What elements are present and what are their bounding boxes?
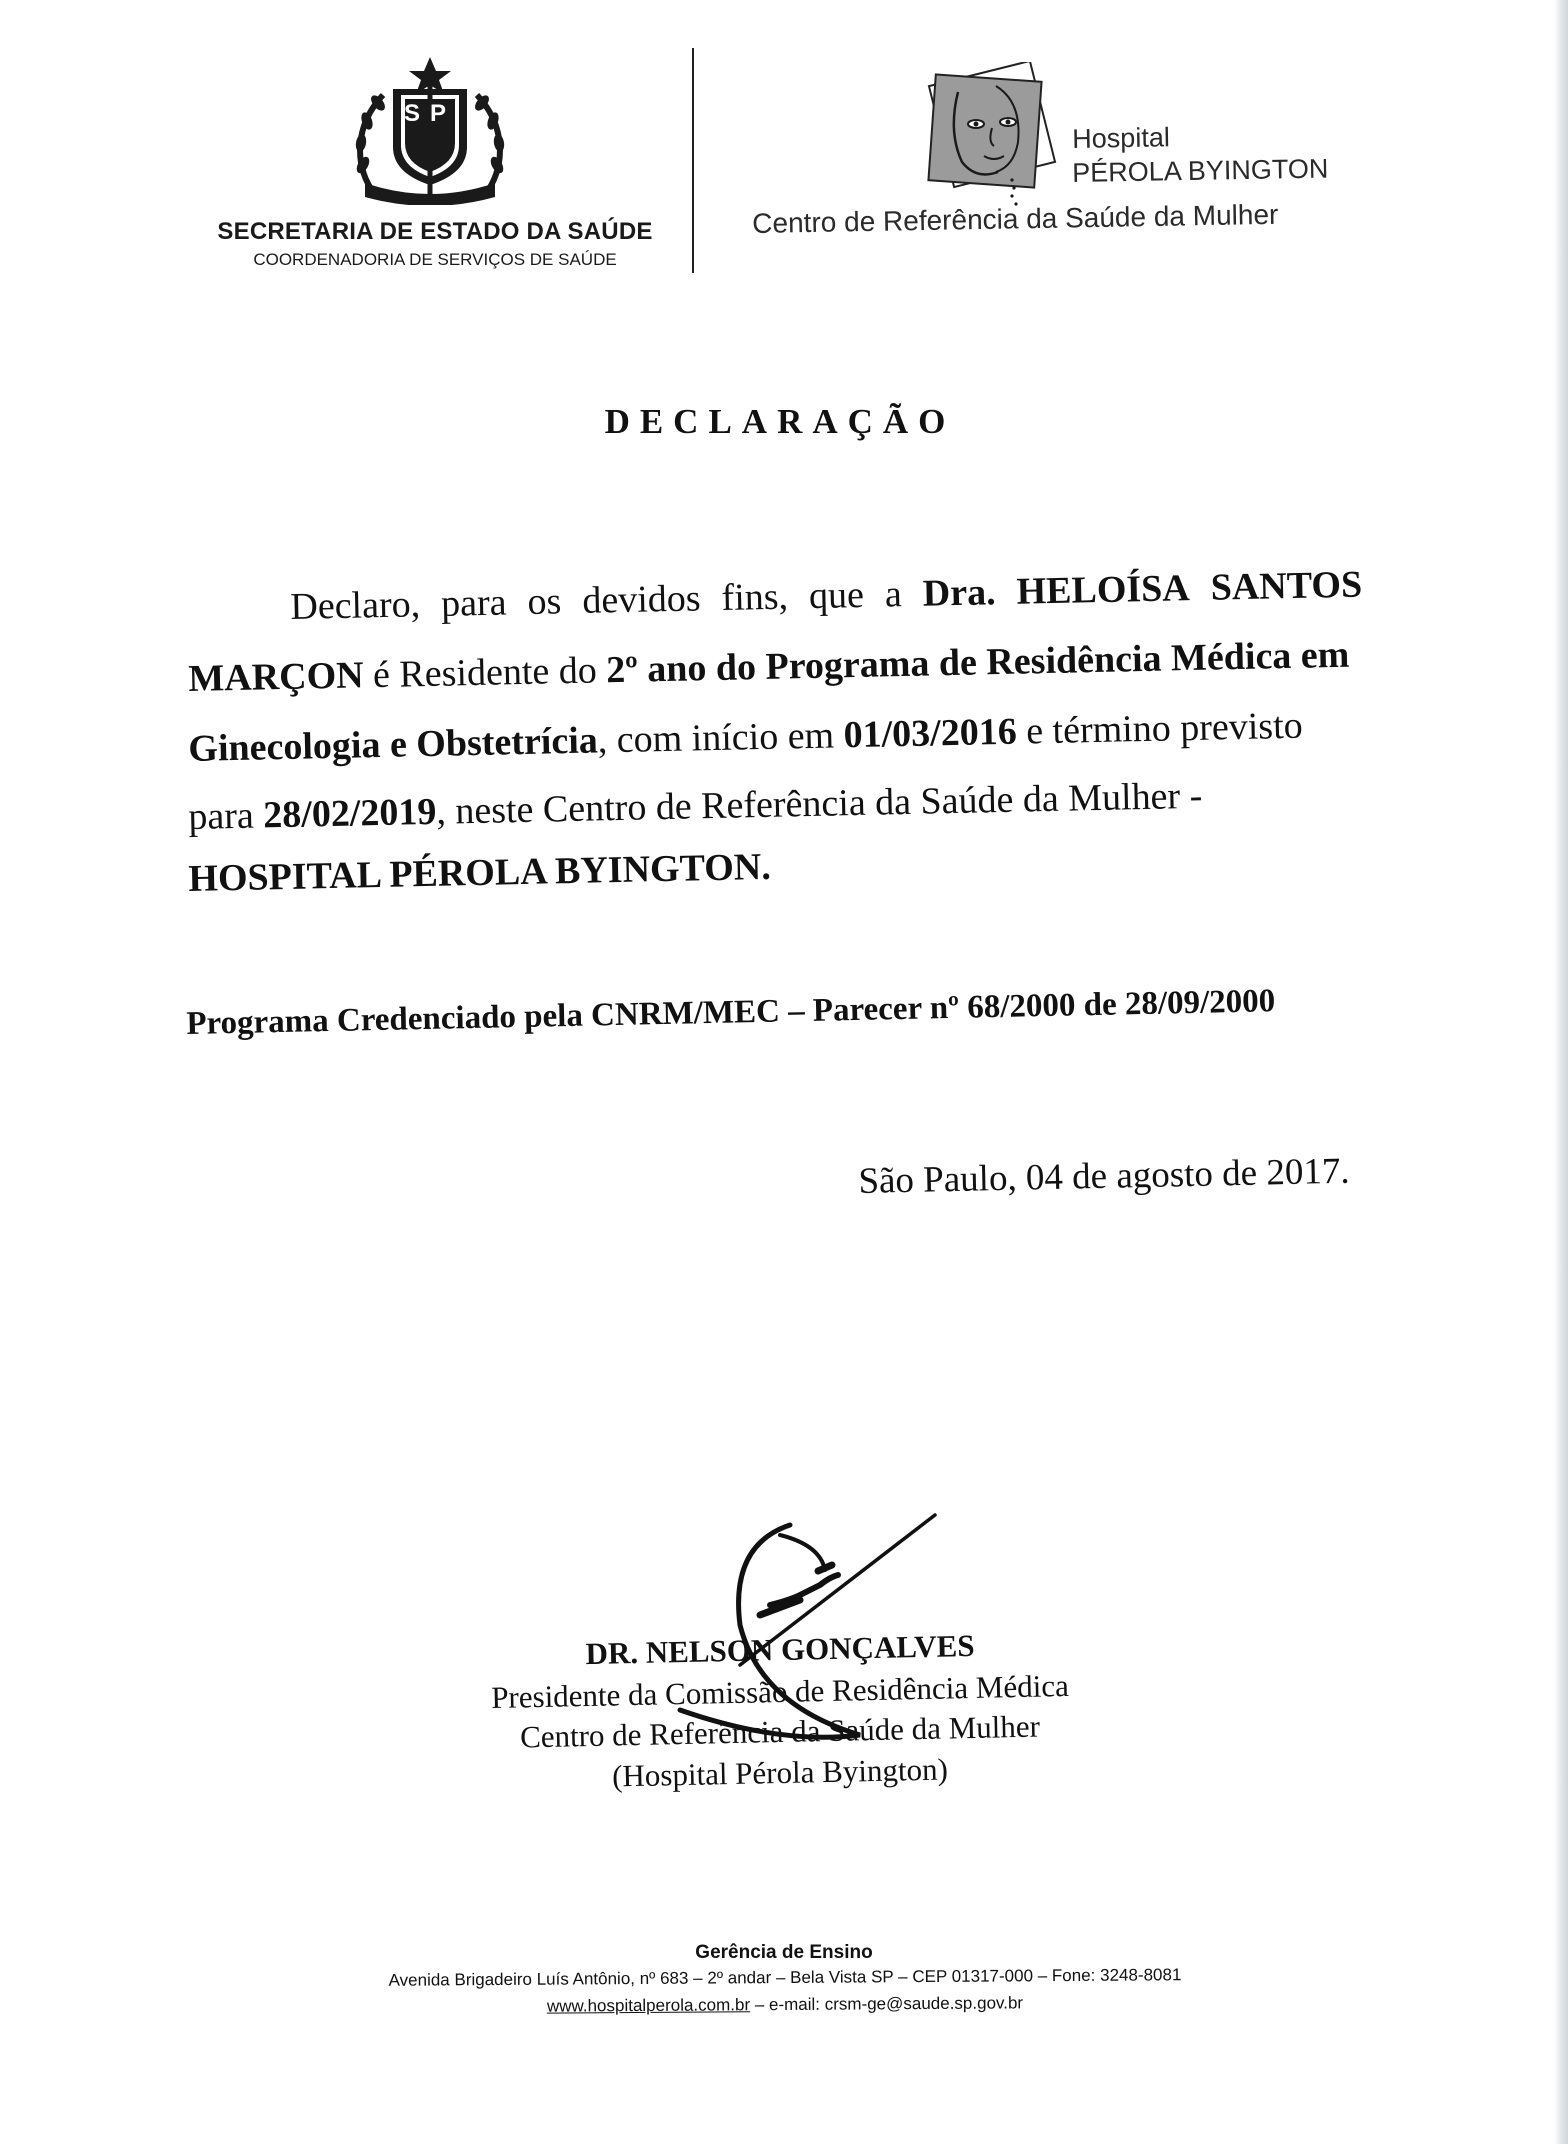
signatory-hospital: (Hospital Pérola Byington) xyxy=(611,1751,949,1794)
secretaria-title: SECRETARIA DE ESTADO DA SAÚDE xyxy=(217,218,653,245)
body-text: e término previsto xyxy=(1025,704,1304,753)
accreditation-line: Programa Credenciado pela CNRM/MEC – Parecer nº 68/2000 de 28/09/2000 xyxy=(186,983,1276,1042)
coordenadoria-subtitle: COORDENADORIA DE SERVIÇOS DE SAÚDE xyxy=(253,250,617,269)
body-word: a xyxy=(884,573,903,616)
start-date: 01/03/2016 xyxy=(843,710,1018,757)
body-text: para xyxy=(187,794,255,838)
document-title: DECLARAÇÃO xyxy=(604,402,956,441)
footer-title: Gerência de Ensino xyxy=(695,1942,873,1963)
body-word: SANTOS xyxy=(1210,563,1363,609)
website-link[interactable]: www.hospitalperola.com.br xyxy=(546,1995,751,2016)
header-divider xyxy=(692,48,694,273)
body-line-1 xyxy=(289,563,1363,628)
hospital-face-logo-icon xyxy=(918,62,1066,212)
body-line-5 xyxy=(188,835,1364,898)
body-text: , neste Centro de Referência da Saúde da Mulher - xyxy=(435,774,1203,833)
footer-address: Avenida Brigadeiro Luís Antônio, nº 683 – 2º andar – Bela Vista SP – CEP 01317-000 – Fone: 3248-8081 xyxy=(388,1965,1182,1990)
footer-contact xyxy=(400,1992,1170,2017)
body-text: , com início em xyxy=(597,714,835,762)
specialty: Ginecologia e Obstetrícia xyxy=(187,719,599,770)
body-word: Declaro, xyxy=(289,583,421,628)
body-word: fins, xyxy=(721,575,789,619)
page-edge-shadow xyxy=(1554,0,1568,2144)
body-word: devidos xyxy=(581,577,701,622)
resident-surname: MARÇON xyxy=(187,654,365,700)
place-date: São Paulo, 04 de agosto de 2017. xyxy=(858,1150,1351,1202)
hospital-name-line1: Hospital xyxy=(1072,122,1171,154)
body-word: os xyxy=(527,580,562,624)
end-date: 28/02/2019 xyxy=(262,790,437,837)
body-line-3 xyxy=(188,705,1364,768)
body-line-4 xyxy=(188,773,1364,836)
hospital-name-line2: PÉROLA BYINGTON xyxy=(1072,153,1329,188)
signatory-organization: Centro de Referência da Saúde da Mulher xyxy=(519,1708,1041,1755)
hospital-name-bold: HOSPITAL PÉROLA BYINGTON. xyxy=(187,845,772,900)
body-word: Dra. xyxy=(922,571,997,615)
sp-state-seal-icon xyxy=(345,55,515,205)
body-text: é Residente do xyxy=(372,649,598,697)
body-word: HELOÍSA xyxy=(1016,567,1191,613)
body-line-2 xyxy=(188,635,1364,698)
signatory-name: DR. NELSON GONÇALVES xyxy=(585,1627,975,1672)
signatory-role: Presidente da Comissão de Residência Médica xyxy=(490,1667,1070,1716)
center-name: Centro de Referência da Saúde da Mulher xyxy=(752,198,1279,239)
body-word: que xyxy=(808,573,865,618)
program-year: 2º ano do Programa de Residência Médica em xyxy=(605,633,1350,692)
email-text: – e-mail: crsm-ge@saude.sp.gov.br xyxy=(750,1993,1024,2015)
body-word: para xyxy=(440,581,507,625)
seal-letters: SP xyxy=(403,100,456,127)
